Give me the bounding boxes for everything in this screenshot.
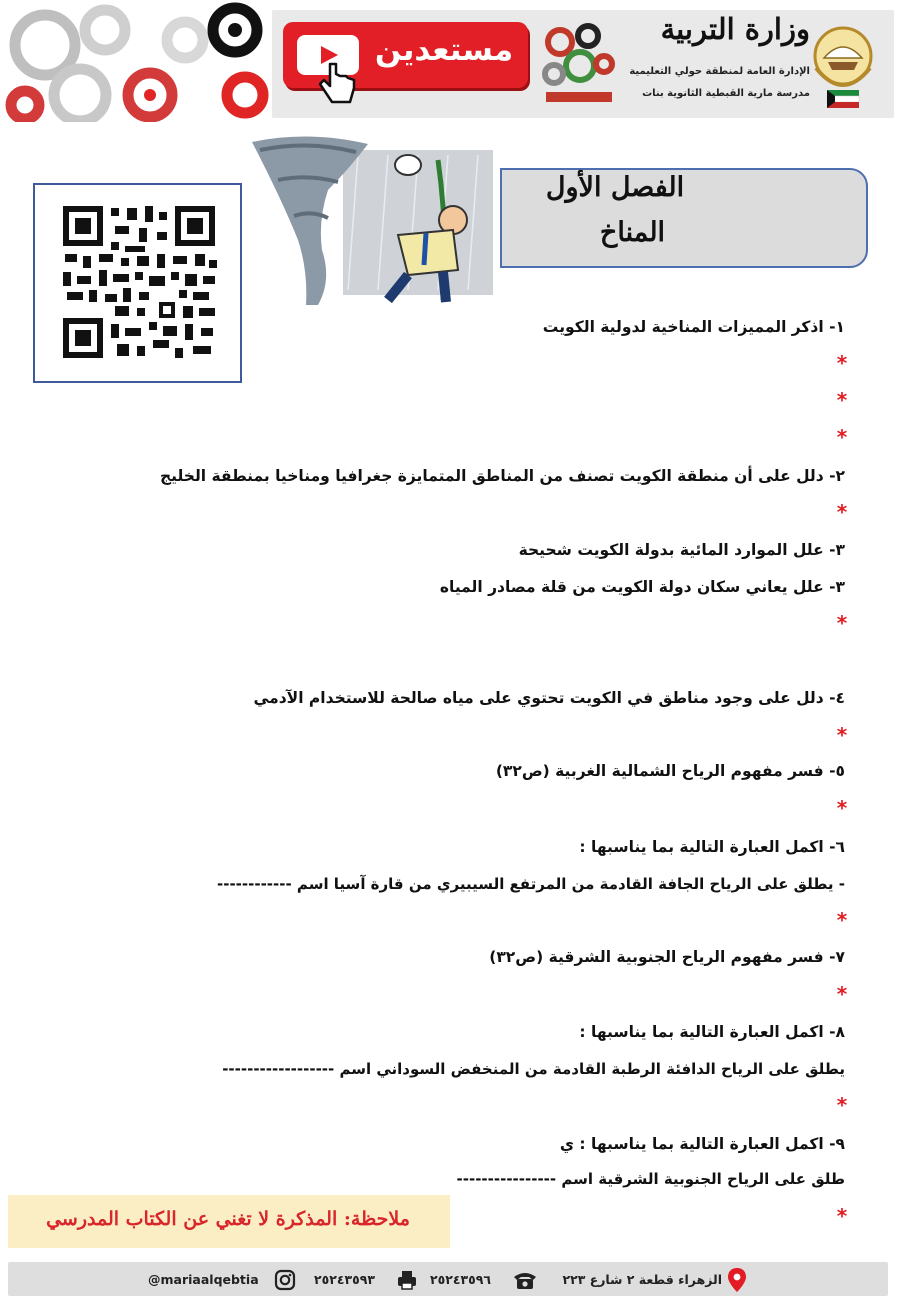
question-3a: ٣- علل الموارد المائية بدولة الكويت شحيحة: [518, 541, 845, 559]
answer-bullet: *: [836, 351, 848, 375]
answer-bullet: *: [836, 908, 848, 932]
question-1: ١- اذكر المميزات المناخية لدولية الكويت: [542, 318, 845, 336]
question-9-statement: طلق على الرياح الجنوبية الشرقية اسم ----------------: [456, 1170, 845, 1188]
address: الزهراء قطعة ٢ شارع ٢٢٣: [562, 1272, 722, 1287]
question-5: ٥- فسر مفهوم الرياح الشمالية الغربية (ص٣٢): [495, 762, 845, 780]
answer-bullet: *: [836, 1204, 848, 1228]
question-8: ٨- اكمل العبارة التالية بما يناسبها :: [579, 1023, 845, 1041]
school-line: مدرسة مارية القبطية الثانوية بنات: [642, 88, 810, 99]
question-9: ٩- اكمل العبارة التالية بما يناسبها : ي: [559, 1135, 845, 1153]
directorate-line: الإدارة العامة لمنطقة حولي التعليمية: [629, 66, 810, 77]
question-6-statement: - يطلق على الرياح الجافة القادمة من المرتفع السيبيري من قارة آسيا اسم ------------: [217, 875, 845, 893]
answer-bullet: *: [836, 1093, 848, 1117]
answer-bullet: *: [836, 982, 848, 1006]
answer-bullet: *: [836, 500, 848, 524]
question-3b: ٣- علل يعاني سكان دولة الكويت من قلة مصادر المياه: [439, 578, 845, 596]
fax-number: ٢٥٢٤٣٥٩٣: [314, 1272, 376, 1287]
location-pin-icon: [726, 1267, 748, 1293]
answer-bullet: *: [836, 723, 848, 747]
answer-bullet: *: [836, 388, 848, 412]
chapter-subtitle: المناخ: [599, 217, 666, 248]
tornado-illustration: [248, 130, 498, 310]
answer-bullet: *: [836, 611, 848, 635]
qr-code-frame: [33, 183, 242, 383]
note-text: ملاحظة: المذكرة لا تغني عن الكتاب المدرسي: [46, 1208, 410, 1230]
mustaedin-label: مستعدين: [374, 32, 514, 68]
gears-illustration: [0, 0, 272, 122]
question-6: ٦- اكمل العبارة التالية بما يناسبها :: [579, 838, 845, 856]
header-banner: [0, 0, 900, 122]
instagram-handle[interactable]: @mariaalqebtia: [148, 1272, 259, 1287]
question-7: ٧- فسر مفهوم الرياح الجنوبية الشرقية (ص٣٢): [489, 948, 845, 966]
ministry-title: وزارة التربية: [660, 12, 810, 46]
hand-cursor-icon: [316, 60, 360, 108]
phone-icon: [512, 1269, 538, 1291]
question-8-statement: يطلق على الرياح الدافئة الرطبة القادمة من المنخفض السوداني اسم ------------------: [222, 1060, 845, 1078]
instagram-icon: [274, 1269, 296, 1291]
mini-gears-logo: [540, 20, 618, 108]
answer-bullet: *: [836, 425, 848, 449]
chapter-title: الفصل الأول: [545, 172, 685, 203]
answer-bullet: *: [836, 796, 848, 820]
phone-number: ٢٥٢٤٣٥٩٦: [430, 1272, 492, 1287]
question-2: ٢- دلل على أن منطقة الكويت تصنف من المناطق المتمايزة جغرافيا ومناخيا بمنطقة الخليج: [159, 467, 845, 485]
qr-code[interactable]: [59, 202, 219, 362]
fax-icon: [396, 1269, 418, 1291]
question-4: ٤- دلل على وجود مناطق في الكويت تحتوي على مياه صالحة للاستخدام الآدمي: [253, 689, 845, 707]
kuwait-emblem-logo: [810, 16, 876, 112]
